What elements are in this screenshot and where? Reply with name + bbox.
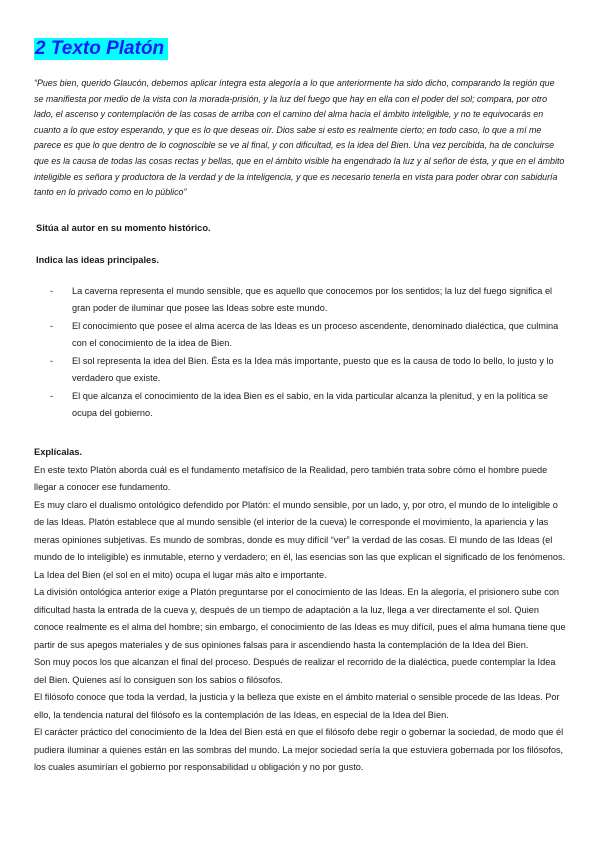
paragraph: El filósofo conoce que toda la verdad, la justicia y la belleza que existe en el ámbito material o sensible procede de las Ideas. Por ello, la tendencia natural del filósofo es la contemplación de las Ideas, en especial de la Idea del Bien. — [34, 692, 560, 720]
document-title: 2 Texto Platón — [34, 38, 168, 60]
idea-text: El sol representa la idea del Bien. Ésta es la Idea más importante, puesto que es la causa de todo lo bello, lo justo y lo verdadero que existe. — [72, 355, 554, 384]
prompt-historical-context: Sitúa al autor en su momento histórico. — [36, 222, 211, 233]
prompt-main-ideas: Indica las ideas principales. — [36, 254, 159, 265]
list-item — [34, 318, 566, 353]
main-ideas-list — [34, 283, 566, 423]
list-item — [34, 388, 566, 423]
idea-text: El que alcanza el conocimiento de la idea Bien es el sabio, en la vida particular alcanza la plenitud, y en la política se ocupa del gobierno. — [72, 390, 549, 419]
dash-bullet: - — [50, 390, 54, 401]
paragraph: En este texto Platón aborda cuál es el fundamento metafísico de la Realidad, pero también trata sobre cómo el hombre puede llegar a conocer ese fundamento. — [34, 464, 548, 493]
dash-bullet: - — [50, 285, 54, 296]
explain-heading: Explícalas. — [34, 446, 83, 457]
title-row — [34, 38, 566, 76]
list-item — [34, 353, 566, 388]
paragraph: Es muy claro el dualismo ontológico defendido por Platón: el mundo sensible, por un lado, y, por otro, el mundo de lo inteligible o de las Ideas. Platón establece que al mundo sensible (el interior de la cueva) le corresponde el movimiento, la apariencia y las meras opiniones subjetivas. Es mundo de sombras, donde es muy difícil “ver” la verdad de las cosas. El mundo de las Ideas (el mundo de lo inteligible) es inmutable, eterno y verdadero; en él, las esencias son las que explican el significado de los fenómenos. La Idea del Bien (el sol en el mito) ocupa el lugar más alto e importante. — [34, 499, 566, 580]
dash-bullet: - — [50, 320, 54, 331]
list-item — [34, 283, 566, 318]
paragraph: El carácter práctico del conocimiento de la Idea del Bien está en que el filósofo debe regir o gobernar la sociedad, de modo que él pudiera iluminar a quienes están en las sombras del mundo. La mejor sociedad sería la que estuviera gobernada por los filósofos, los cuales asumirían el gobierno por responsabilidad u obligación y no por gusto. — [34, 727, 564, 773]
paragraph: La división ontológica anterior exige a Platón preguntarse por el conocimiento de las Ideas. En la alegoría, el prisionero sube con dificultad hasta la entrada de la cueva y, después de un tiempo de adaptación a la luz, llega a ver directamente el sol. Quien conoce realmente es el alma del hombre; sin embargo, el conocimiento de las Ideas es muy difícil, pues el alma humana tiene que partir de sus apegos materiales y de sus opiniones falsas para ir ascendiendo hasta la contemplación de la Idea del Bien. — [34, 587, 566, 650]
idea-text: El conocimiento que posee el alma acerca de las Ideas es un proceso ascendente, denominado dialéctica, que culmina con el conocimiento de la idea de Bien. — [72, 320, 559, 349]
idea-text: La caverna representa el mundo sensible, que es aquello que conocemos por los sentidos; la luz del fuego significa el gran poder de iluminar que posee las Ideas sobre este mundo. — [72, 285, 553, 314]
paragraph: Son muy pocos los que alcanzan el final del proceso. Después de realizar el recorrido de la dialéctica, puede contemplar la Idea del Bien. Quienes así lo consiguen son los sabios o filósofos. — [34, 657, 556, 685]
dash-bullet: - — [50, 355, 54, 366]
plato-quote: “Pues bien, querido Glaucón, debemos aplicar íntegra esta alegoría a lo que anteriormente ha sido dicho, comparando la región que se manifiesta por medio de la vista con la morada-prisión, y la luz del fuego que hay en ella con el poder del sol; compara, por otro lado, el ascenso y contemplación de las cosas de arriba con el camino del alma hacia el ámbito inteligible, y no te equivocarás en cuanto a lo que estoy esperando, y que es lo que deseas oír. Dios sabe si esto es realmente cierto; en todo caso, lo que a mí me parece es que lo que dentro de lo cognoscible se ve al final, y con dificultad, es la idea del Bien. Una vez percibida, ha de concluirse que es la causa de todas las cosas rectas y bellas, que en el ámbito visible ha engendrado la luz y al señor de ésta, y que en el ámbito inteligible es señora y productora de la verdad y de la inteligencia, y que es necesario tenerla en vista para poder obrar con sabiduría tanto en lo privado como en lo público” — [34, 78, 565, 198]
